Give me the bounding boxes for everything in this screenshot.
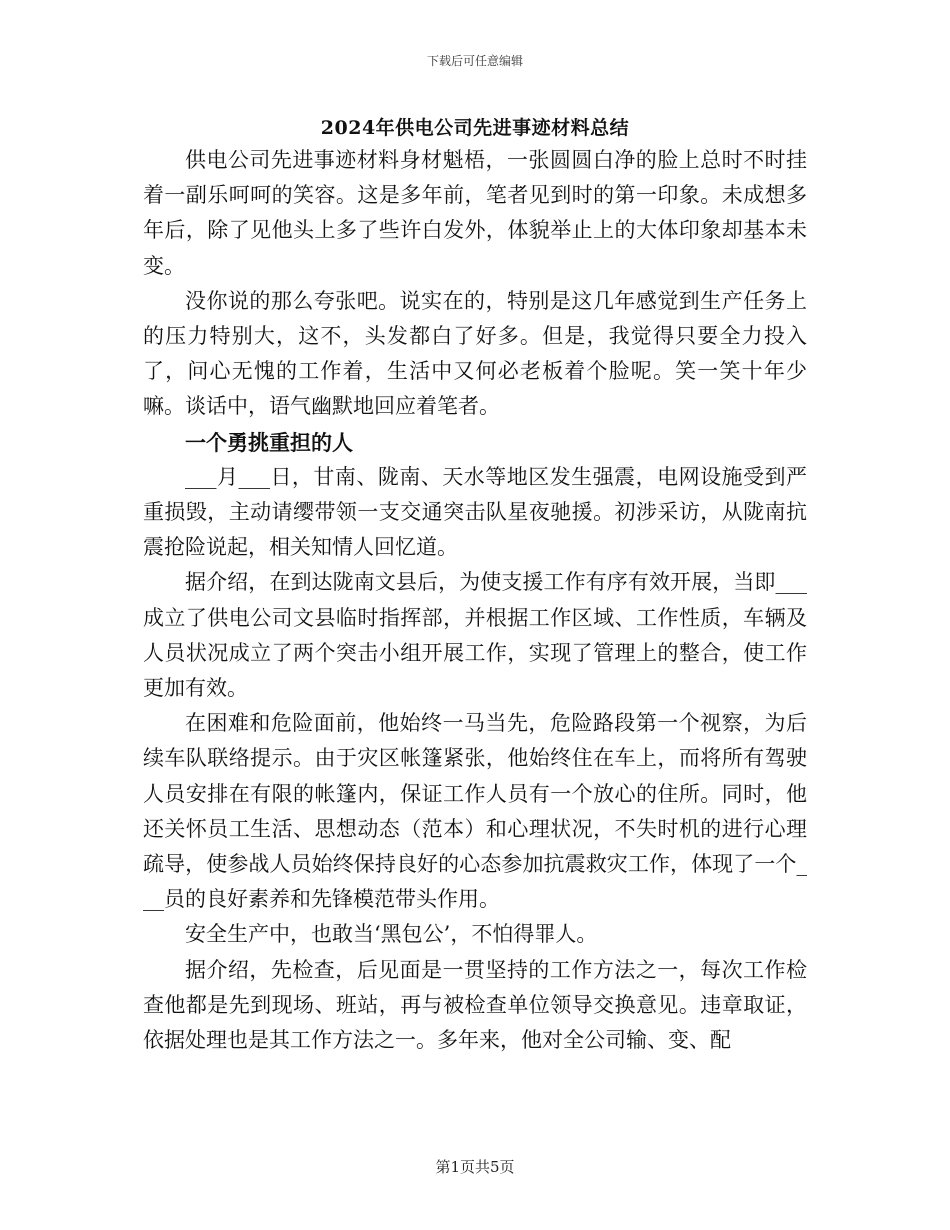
page-header-note: 下载后可任意编辑 bbox=[426, 54, 523, 68]
document-body bbox=[143, 143, 807, 1058]
paragraph: 供电公司先进事迹材料身材魁梧，一张圆圆白净的脸上总时不时挂着一副乐呵呵的笑容。这是多年前，笔者见到时的第一印象。未成想多年后，除了见他头上多了些许白发外，体貌举止上的大体印象却基本未变。 bbox=[143, 148, 807, 278]
paragraph: 没你说的那么夸张吧。说实在的，特别是这几年感觉到生产任务上的压力特别大，这不，头发都白了好多。但是，我觉得只要全力投入了，问心无愧的工作着，生活中又何必老板着个脸呢。笑一笑十年少嘛。谈话中，语气幽默地回应着笔者。 bbox=[143, 288, 807, 419]
paragraph: 据介绍，先检查，后见面是一贯坚持的工作方法之一，每次工作检查他都是先到现场、班站，再与被检查单位领导交换意见。违章取证，依据处理也是其工作方法之一。多年来，他对全公司输、变、配 bbox=[143, 957, 807, 1053]
paragraph: 在困难和危险面前，他始终一马当先，危险路段第一个视察，为后续车队联络提示。由于灾区帐篷紧张，他始终住在车上，而将所有驾驶人员安排在有限的帐篷内，保证工作人员有一个放心的住所。同时，他还关怀员工生活、思想动态（范本）和心理状况，不失时机的进行心理疏导，使参战人员始终保持良好的心态参加抗震救灾工作，体现了一个___员的良好素养和先锋模范带头作用。 bbox=[143, 711, 807, 912]
page-number-footer: 第1页共5页 bbox=[435, 1158, 515, 1176]
section-heading: 一个勇挑重担的人 bbox=[185, 429, 353, 455]
paragraph: ___月___日，甘南、陇南、天水等地区发生强震，电网设施受到严重损毁，主动请缨带领一支交通突击队星夜驰援。初涉采访，从陇南抗震抢险说起，相关知情人回忆道。 bbox=[143, 464, 807, 560]
document-title: 2024年供电公司先进事迹材料总结 bbox=[320, 117, 630, 139]
paragraph: 安全生产中，也敢当‘黑包公’，不怕得罪人。 bbox=[185, 922, 598, 947]
paragraph: 据介绍，在到达陇南文县后，为使支援工作有序有效开展，当即___成立了供电公司文县临时指挥部，并根据工作区域、工作性质，车辆及人员状况成立了两个突击小组开展工作，实现了管理上的整合，使工作更加有效。 bbox=[143, 570, 807, 701]
